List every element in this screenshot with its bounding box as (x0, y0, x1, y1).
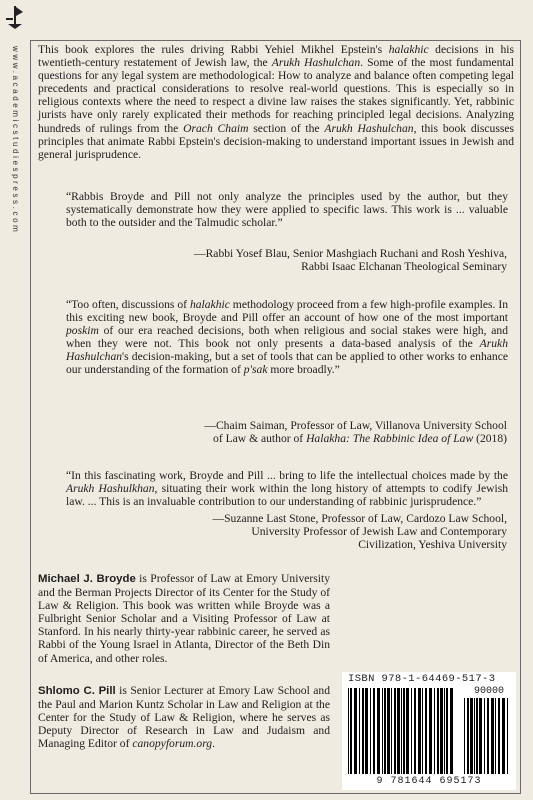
author-name-pill: Shlomo C. Pill (38, 685, 116, 697)
barcode-bars-icon (348, 688, 456, 774)
endorsement-quote-stone: “In this fascinating work, Broyde and Pill ... bring to life the intellectual choices made by the Arukh Hashulkhan, situating their work within the long history of attempts to codify Jewish law. ... This is an invaluable contribution to our understanding of rabbinic jurisprudence.” (66, 469, 509, 509)
endorsement-attribution-saiman: —Chaim Saiman, Professor of Law, Villanova University School of Law & author of Halakha: The Rabbinic Idea of Law (2018) (204, 419, 507, 446)
isbn-text: ISBN 978-1-64469-517-3 (348, 673, 496, 685)
barcode-number: 9 781644 695173 (376, 776, 482, 787)
price-code: 90000 (473, 686, 504, 697)
endorsement-quote-saiman: “Too often, discussions of halakhic methodology proceed from a few high-profile examples. In this exciting new book, Broyde and Pill offer an account of how one of the most important poskim of our era reached decisions, both when religious and social stakes were high, and when they were not. This book not only presents a data-based analysis of the Arukh Hashulchan's decision-making, but a set of tools that can be applied to other works to enhance our understanding of the formation of p'sak more broadly.” (66, 298, 508, 377)
publisher-logo-icon (5, 4, 25, 30)
author-bio-broyde: Michael J. Broyde is Professor of Law at Emory University and the Berman Projects Director of its Center for the Study of Law & Religion. This book was written while Broyde was a Fulbright Senior Scholar and a Visiting Professor of Law at Stanford. In his nearly thirty-year rabbinic career, he served as Rabbi of the Young Israel in Atlanta, Director of the Beth Din of America, and other roles. (38, 572, 330, 665)
isbn-barcode (342, 672, 516, 790)
endorsement-quote-blau: “Rabbis Broyde and Pill not only analyze the principles used by the author, but they systematically demonstrate how they were applied to specific laws. This work is ... valuable both to the outsider and the Talmudic scholar.” (66, 190, 508, 230)
author-name-broyde: Michael J. Broyde (38, 573, 136, 585)
endorsement-attribution-blau: —Rabbi Yosef Blau, Senior Mashgiach Ruchani and Rosh Yeshiva, Rabbi Isaac Elchanan Theological Seminary (193, 247, 507, 274)
publisher-website: www.academicstudiespress.com (11, 46, 20, 235)
addon-barcode-bars-icon (464, 698, 510, 774)
endorsement-attribution-stone: —Suzanne Last Stone, Professor of Law, Cardozo Law School, University Professor of Jewish Law and Contemporary Civilization, Yeshiva University (212, 512, 507, 552)
book-description: This book explores the rules driving Rabbi Yehiel Mikhel Epstein's halakhic decisions in his twentieth-century restatement of Jewish law, the Arukh Hashulchan. Some of the most fundamental questions for any legal system are methodological: How to analyze and balance often competing legal precedents and practical considerations to resolve real-world questions. This is especially so in religious contexts where the need to respect a divine law raises the stakes significantly. Yet, rabbinic jurists have only rarely explicated their methods for reaching principled legal decisions. Analyzing hundreds of rulings from the Orach Chaim section of the Arukh Hashulchan, this book discusses principles that animate Rabbi Epstein's decision-making to understand important issues in Jewish and general jurisprudence. (38, 43, 515, 161)
author-bio-pill: Shlomo C. Pill is Senior Lecturer at Emory Law School and the Paul and Marion Kuntz Scholar in Law and Religion at the Center for the Study of Law & Religion, where he serves as Deputy Director of Research in Law and Judaism and Managing Editor of canopyforum.org. (38, 684, 331, 751)
